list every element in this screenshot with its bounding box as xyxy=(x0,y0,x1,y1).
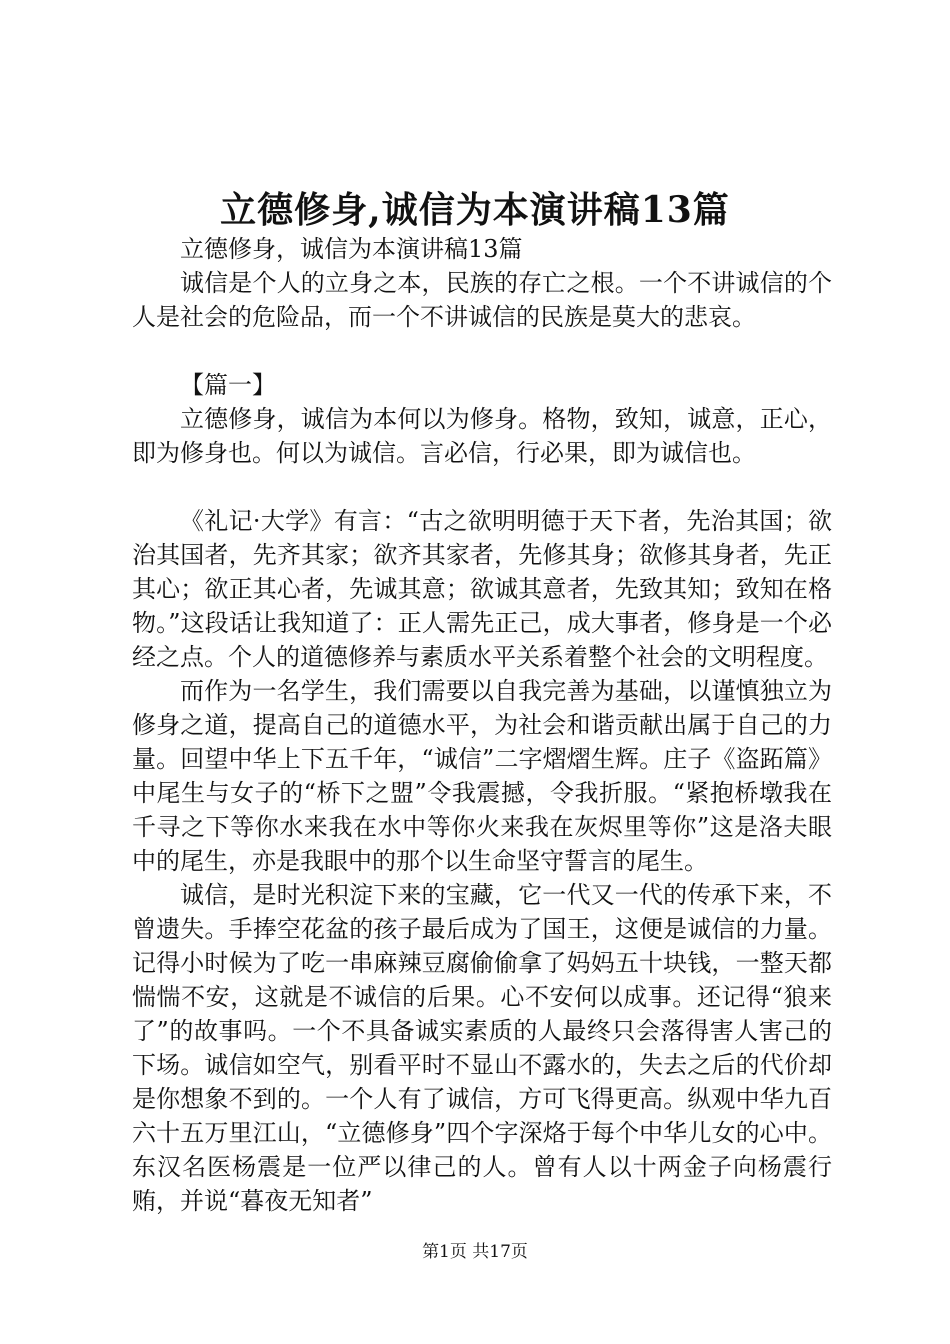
section-heading: 【篇一】 xyxy=(180,371,276,399)
page-title: 立德修身,诚信为本演讲稿13篇 xyxy=(220,189,730,231)
body-paragraph: 立德修身，诚信为本何以为修身。格物，致知，诚意，正心，即为修身也。何以为诚信。言必信，行必果，即为诚信也。 xyxy=(132,405,832,467)
subtitle-paragraph: 立德修身，诚信为本演讲稿13篇 xyxy=(180,235,523,263)
document-body xyxy=(132,232,832,1218)
page-footer xyxy=(0,1240,950,1264)
body-paragraph: 《礼记·大学》有言：“古之欲明明德于天下者，先治其国；欲治其国者，先齐其家；欲齐其家者，先修其身；欲修其身者，先正其心；欲正其心者，先诚其意；欲诚其意者，先致其知；致知在格物。”这段话让我知道了：正人需先正己，成大事者，修身是一个必经之点。个人的道德修养与素质水平关系着整个社会的文明程度。 xyxy=(132,507,832,671)
body-paragraph: 而作为一名学生，我们需要以自我完善为基础，以谨慎独立为修身之道，提高自己的道德水平，为社会和谐贡献出属于自己的力量。回望中华上下五千年，“诚信”二字熠熠生辉。庄子《盗跖篇》中尾生与女子的“桥下之盟”令我震撼，令我折服。“紧抱桥墩我在千寻之下等你水来我在水中等你火来我在灰烬里等你”这是洛夫眼中的尾生，亦是我眼中的那个以生命坚守誓言的尾生。 xyxy=(132,677,832,875)
intro-paragraph: 诚信是个人的立身之本，民族的存亡之根。一个不讲诚信的个人是社会的危险品，而一个不讲诚信的民族是莫大的悲哀。 xyxy=(132,269,832,331)
page-number: 第1页 共17页 xyxy=(422,1242,528,1262)
body-paragraph: 诚信，是时光积淀下来的宝藏，它一代又一代的传承下来，不曾遗失。手捧空花盆的孩子最后成为了国王，这便是诚信的力量。记得小时候为了吃一串麻辣豆腐偷偷拿了妈妈五十块钱，一整天都惴惴不安，这就是不诚信的后果。心不安何以成事。还记得“狼来了”的故事吗。一个不具备诚实素质的人最终只会落得害人害己的下场。诚信如空气，别看平时不显山不露水的，失去之后的代价却是你想象不到的。一个人有了诚信，方可飞得更高。纵观中华九百六十五万里江山，“立德修身”四个字深烙于每个中华儿女的心中。东汉名医杨震是一位严以律己的人。曾有人以十两金子向杨震行贿，并说“暮夜无知者” xyxy=(132,881,832,1215)
